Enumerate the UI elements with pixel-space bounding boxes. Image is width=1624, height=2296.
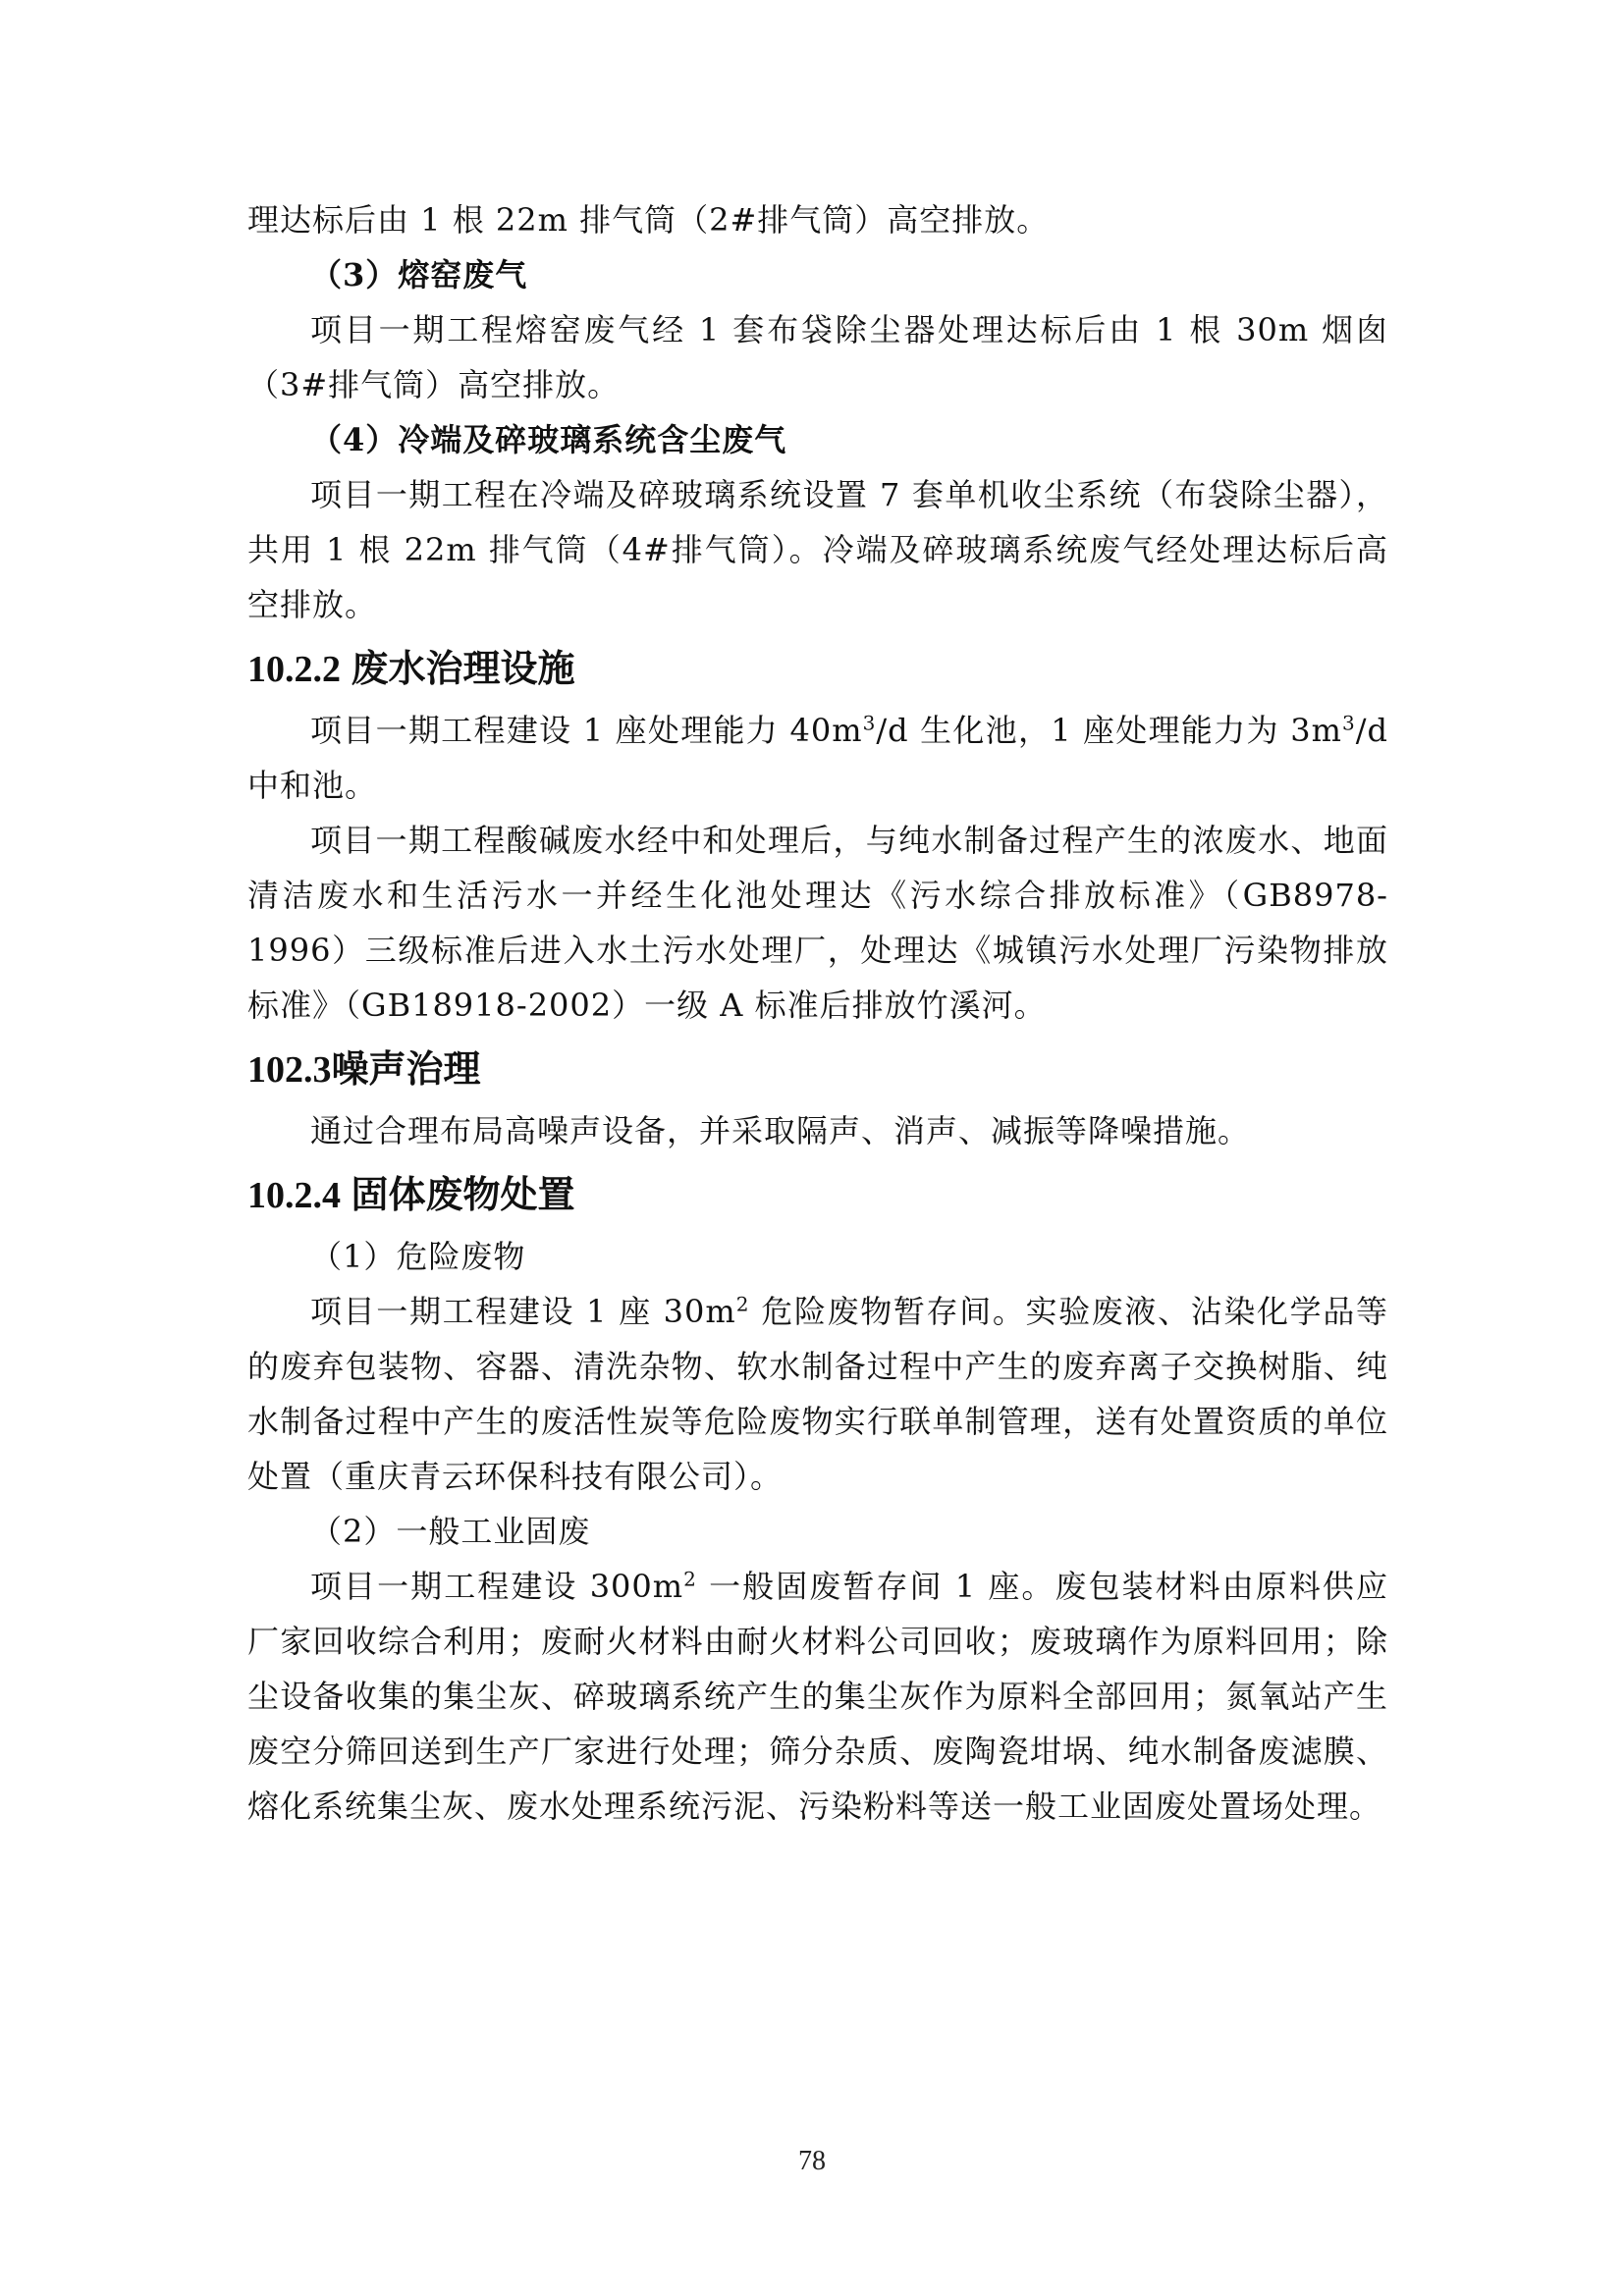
page-body: [247, 192, 1388, 1834]
page-number: 78: [798, 2146, 826, 2176]
section-heading-10-2-2: [247, 638, 1388, 701]
section-title: 废水治理设施: [341, 649, 575, 690]
paragraph-cold-end-dust: 项目一期工程在冷端及碎玻璃系统设置 7 套单机收尘系统（布袋除尘器），共用 1 根 22m 排气筒（4#排气筒）。冷端及碎玻璃系统废气经处理达标后高空排放。: [247, 476, 1388, 623]
text-run: /d 生化池，1 座处理能力为 3m: [876, 712, 1342, 749]
paragraph-wastewater-treatment: 项目一期工程酸碱废水经中和处理后，与纯水制备过程产生的浓废水、地面清洁废水和生活污水一并经生化池处理达《污水综合排放标准》（GB8978-1996）三级标准后进入水土污水处理厂，处理达《城镇污水处理厂污染物排放标准》（GB18918-2002）一级 A 标准后排放竹溪河。: [247, 822, 1388, 1024]
superscript: 3: [1341, 711, 1356, 735]
superscript: 3: [862, 711, 877, 735]
text-run: 项目一期工程建设 1 座 30m: [310, 1293, 736, 1330]
subheading-hazardous-waste: （1）危险废物: [310, 1238, 526, 1275]
text-run: 项目一期工程建设 300m: [310, 1568, 684, 1605]
section-title: 固体废物处置: [341, 1175, 575, 1216]
superscript: 2: [683, 1567, 697, 1591]
subheading-general-solid-waste: （2）一般工业固废: [310, 1513, 591, 1550]
subheading-kiln-exhaust: （3）熔窑废气: [310, 256, 528, 294]
paragraph-wastewater-capacity: [247, 703, 1388, 813]
section-heading-10-2-3: [247, 1039, 1388, 1101]
section-title: 噪声治理: [331, 1049, 481, 1091]
text-run: /d 中和池。: [247, 712, 1388, 804]
subheading-cold-end-dust: （4）冷端及碎玻璃系统含尘废气: [310, 421, 787, 458]
superscript: 2: [735, 1292, 750, 1316]
text-run: 一般固废暂存间 1 座。废包装材料由原料供应厂家回收综合利用；废耐火材料由耐火材料公司回收；废玻璃作为原料回用；除尘设备收集的集尘灰、碎玻璃系统产生的集尘灰作为原料全部回用；氮氧站产生废空分筛回送到生产厂家进行处理；筛分杂质、废陶瓷坩埚、纯水制备废滤膜、熔化系统集尘灰、废水处理系统污泥、污染粉料等送一般工业固废处置场处理。: [247, 1568, 1388, 1825]
section-number: 10.2.2: [247, 649, 341, 690]
paragraph-noise: 通过合理布局高噪声设备，并采取隔声、消声、减振等降噪措施。: [310, 1112, 1251, 1149]
text-run: 项目一期工程建设 1 座处理能力 40m: [310, 712, 863, 749]
paragraph-continuation: 理达标后由 1 根 22m 排气筒（2#排气筒）高空排放。: [247, 201, 1050, 239]
paragraph-kiln-exhaust: 项目一期工程熔窑废气经 1 套布袋除尘器处理达标后由 1 根 30m 烟囱（3#排气筒）高空排放。: [247, 311, 1388, 403]
section-number: 10.2.4: [247, 1175, 341, 1216]
section-heading-10-2-4: [247, 1164, 1388, 1227]
section-number: 102.3: [247, 1049, 332, 1091]
paragraph-hazardous-waste: [247, 1284, 1388, 1504]
paragraph-general-solid-waste: [247, 1559, 1388, 1834]
text-run: 危险废物暂存间。实验废液、沾染化学品等的废弃包装物、容器、清洗杂物、软水制备过程中产生的废弃离子交换树脂、纯水制备过程中产生的废活性炭等危险废物实行联单制管理，送有处置资质的单位处置（重庆青云环保科技有限公司）。: [247, 1293, 1388, 1495]
